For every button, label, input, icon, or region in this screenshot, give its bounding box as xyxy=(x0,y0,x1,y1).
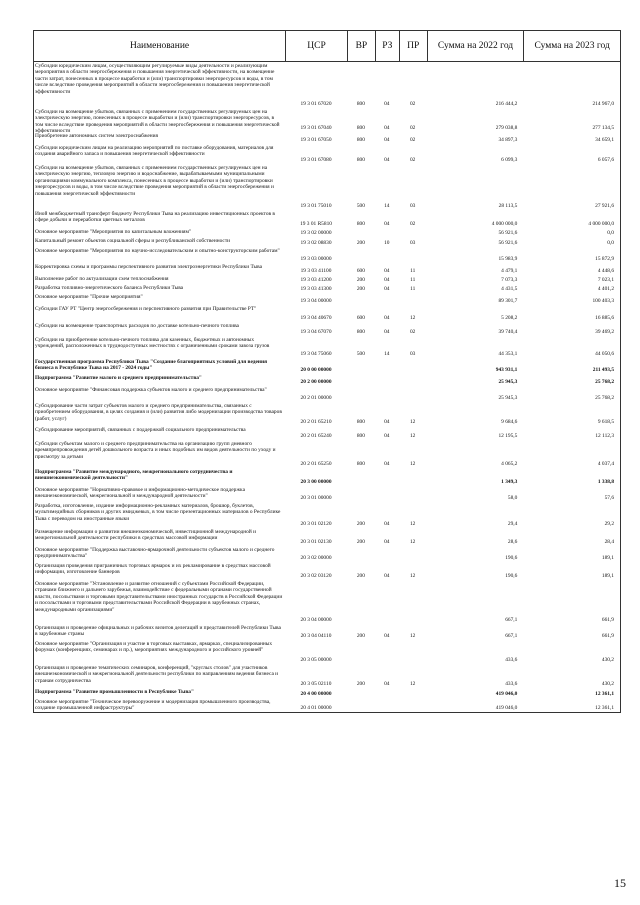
row-name: Подпрограмма "Развитие промышленности в Республике Тыва" xyxy=(35,689,194,695)
row-pr: 11 xyxy=(410,285,416,292)
row-sum-2023: 430,2 xyxy=(601,680,615,687)
row-pr: 02 xyxy=(409,136,416,143)
row-pr: 02 xyxy=(409,156,416,163)
row-pr: 02 xyxy=(409,220,416,227)
table-row xyxy=(33,440,621,468)
row-sum-2023: 25 768,2 xyxy=(595,378,615,385)
row-name: Основное мероприятие "Техническое перевооружение и модернизация промышленного производства, создание промышленной инфраструктуры" xyxy=(35,699,271,712)
row-pr: 11 xyxy=(410,267,416,274)
row-name: Субсидии юридическим лицам, осуществляющим регулируемые виды деятельности и реализующим мероприятия в области энергосбережения и повышения энергетической эффективности, на возмещение части затрат, понесенных в процессе выработки и (или) транспортировки энергоресурсов и воды, в том числе вследствие проведения мероприятий в области энергосбережения и повышения энергетической эффективности xyxy=(35,63,275,95)
row-csr: 19 3 04 67070 xyxy=(300,328,332,335)
table-row xyxy=(33,132,621,144)
row-pr xyxy=(399,580,427,624)
row-sum-2023: 25 768,2 xyxy=(595,394,615,401)
header-name: Наименование xyxy=(129,40,190,51)
budget-table xyxy=(33,30,621,713)
table-row xyxy=(33,528,621,546)
row-csr: 20 3 00 00000 xyxy=(300,478,332,485)
row-rz: 04 xyxy=(384,680,390,687)
row-vr: 200 xyxy=(356,538,365,545)
row-pr xyxy=(399,247,427,263)
row-vr: 800 xyxy=(356,136,365,143)
row-name: Основное мероприятие "Мероприятия по научно-исследовательским и опытно-конструкторским работам" xyxy=(35,248,280,254)
row-pr xyxy=(399,228,427,237)
row-vr: 800 xyxy=(356,460,365,467)
table-row xyxy=(33,210,621,228)
row-sum-2022: 1 349,3 xyxy=(501,478,518,485)
row-csr: 20 3 01 02130 xyxy=(300,538,332,545)
row-sum-2023: 189,1 xyxy=(601,554,615,561)
row-sum-2022: 279 038,8 xyxy=(495,124,518,131)
row-pr: 12 xyxy=(409,314,416,321)
row-rz xyxy=(375,640,399,664)
row-sum-2022: 433,6 xyxy=(505,680,518,687)
row-sum-2022: 56 921,6 xyxy=(498,229,518,236)
row-sum-2022: 12 195,5 xyxy=(498,432,518,439)
header-vr: ВР xyxy=(347,31,375,61)
row-sum-2022: 419 046,0 xyxy=(495,704,518,711)
row-csr: 20 3 01 02120 xyxy=(300,520,332,527)
row-sum-2023: 4 037,4 xyxy=(597,460,615,467)
row-pr xyxy=(399,688,427,698)
row-rz: 04 xyxy=(384,220,390,227)
row-name: Основное мероприятие "Финансовая поддержка субъектов малого и среднего предпринимательства" xyxy=(35,387,267,393)
table-row xyxy=(33,486,621,502)
row-name: Разработка топливно-энергетического баланса Республики Тыва xyxy=(35,285,184,291)
table-row xyxy=(33,275,621,284)
header-rz: РЗ xyxy=(375,31,399,61)
row-csr: 19 3 03 41100 xyxy=(300,267,332,274)
row-vr: 800 xyxy=(356,418,365,425)
row-vr xyxy=(347,698,375,712)
table-row xyxy=(33,546,621,562)
row-vr xyxy=(347,546,375,562)
row-pr: 12 xyxy=(409,418,416,425)
row-name: Капитальный ремонт объектов социальной сферы и республиканской собственности xyxy=(35,238,231,244)
row-vr: 800 xyxy=(356,328,365,335)
table-row xyxy=(33,386,621,402)
row-pr: 12 xyxy=(409,538,416,545)
row-rz: 04 xyxy=(384,124,390,131)
row-csr: 20 2 00 00000 xyxy=(300,378,332,385)
row-vr: 800 xyxy=(356,220,365,227)
row-csr: 19 3 01 R5810 xyxy=(300,220,332,227)
row-rz: 04 xyxy=(384,328,390,335)
row-name: Субсидии на возмещение убытков, связанных с применением государственных регулируемых цен на электрическую энергию, понесенных в процессе выработки и (или) транспортировки энергоресурсов, в том числе вследствие проведения мероприятий в области энергосбережения и повышения энергетической эффективности xyxy=(35,109,280,135)
row-name: Основное мероприятие "Организация и участие в торговых выставках, ярмарках, специализированных форумах (конференциях, семинарах и пр.), мероприятиях международного и российского уровней" xyxy=(35,641,273,654)
row-pr: 02 xyxy=(409,328,416,335)
row-name: Разработка, изготовление, издание информационно-рекламных материалов, брошюр, буклетов, мультимедийных сборников и других имиджевых, в том числе презентационных материалов о Республике Тыва с переводом на иностранные языки xyxy=(35,503,281,522)
row-sum-2023: 57,6 xyxy=(604,494,615,501)
row-vr: 600 xyxy=(356,267,365,274)
row-sum-2023: 4 000 000,0 xyxy=(588,220,615,227)
row-csr: 19 3 02 00000 xyxy=(300,229,332,236)
row-sum-2022: 28,6 xyxy=(507,538,518,545)
row-sum-2022: 7 073,3 xyxy=(501,276,518,283)
row-csr: 19 3 04 40670 xyxy=(300,314,332,321)
row-vr: 800 xyxy=(356,156,365,163)
row-csr: 19 3 01 67080 xyxy=(300,156,332,163)
row-name: Иной межбюджетный трансферт бюджету Республики Тыва на реализацию инвестиционных проектов в сфере добычи и переработки цветных металлов xyxy=(35,211,275,224)
row-name: Субсидии на возмещение убытков, связанных с применением государственных регулируемых цен на электрическую энергию, тепловую энергию и водоснабжение, вырабатываемыми муниципальными организациями коммунального комплекса, понесенных в процессе выработки и (или) транспортировки энергоресурсов и воды, в том числе вследствие проведения мероприятий в области энергосбережения и повышения энергетической эффективности xyxy=(35,165,274,197)
row-vr: 200 xyxy=(356,680,365,687)
row-vr xyxy=(347,580,375,624)
row-pr xyxy=(399,386,427,402)
row-sum-2022: 419 046,0 xyxy=(495,690,518,697)
row-sum-2023: 277 134,5 xyxy=(592,124,615,131)
row-pr xyxy=(399,358,427,374)
row-csr: 20 3 04 00000 xyxy=(300,616,332,623)
row-sum-2023: 15 872,9 xyxy=(595,255,615,262)
row-sum-2023: 661,9 xyxy=(601,632,615,639)
row-pr xyxy=(399,698,427,712)
row-csr: 20 3 05 00000 xyxy=(300,656,332,663)
table-row xyxy=(33,322,621,336)
row-csr: 19 3 04 00000 xyxy=(300,297,332,304)
row-csr: 20 2 01 65250 xyxy=(300,460,332,467)
row-sum-2023: 0,0 xyxy=(607,239,615,246)
row-pr: 02 xyxy=(409,100,416,107)
row-rz xyxy=(375,358,399,374)
row-rz: 04 xyxy=(384,314,390,321)
row-vr: 500 xyxy=(356,350,365,357)
row-csr: 20 2 01 00000 xyxy=(300,394,332,401)
row-pr: 03 xyxy=(409,239,416,246)
row-sum-2023: 12 361,1 xyxy=(595,690,615,697)
row-sum-2022: 216 444,2 xyxy=(495,100,518,107)
row-pr: 12 xyxy=(409,520,416,527)
row-csr: 19 3 03 41300 xyxy=(300,285,332,292)
table-row xyxy=(33,358,621,374)
row-name: Размещение информации о развитии внешнеэкономической, инвестиционной международной и межрегиональной деятельности республики в средствах массовой информации xyxy=(35,529,256,542)
header-sum-2023: Сумма на 2023 год xyxy=(523,31,620,61)
row-sum-2022: 89 301,7 xyxy=(498,297,518,304)
row-name: Субсидии на приобретение котельно-печного топлива для казенных, бюджетных и автономных учреждений, расположенных в труднодоступных местностях с ограниченными сроками завоза грузов xyxy=(35,337,270,350)
row-name: Субсидии ГАУ РТ "Центр энергосбережения и перспективного развития при Правительстве РТ" xyxy=(35,306,257,312)
row-sum-2022: 58,0 xyxy=(507,494,518,501)
table-body xyxy=(33,62,621,712)
row-vr xyxy=(347,640,375,664)
row-sum-2023: 44 050,6 xyxy=(595,350,615,357)
table-row xyxy=(33,664,621,688)
row-rz: 04 xyxy=(384,285,390,292)
row-rz xyxy=(375,688,399,698)
row-rz xyxy=(375,293,399,305)
row-rz xyxy=(375,486,399,502)
row-rz: 04 xyxy=(384,276,390,283)
row-rz: 14 xyxy=(384,350,390,357)
row-rz xyxy=(375,386,399,402)
row-name: Субсидии юридическим лицам на реализацию мероприятий по поставке оборудования, материалов для создания аварийного запаса и повышения энергетической эффективности xyxy=(35,145,274,158)
row-name: Основное мероприятие "Нормативно-правовое и информационно-методическое поддержка внешнеэкономической, межрегиональной и международной деятельности" xyxy=(35,487,245,500)
row-vr xyxy=(347,688,375,698)
table-row xyxy=(33,468,621,486)
table-row xyxy=(33,580,621,624)
table-row xyxy=(33,228,621,237)
row-sum-2022: 28 113,5 xyxy=(498,202,518,209)
row-rz: 04 xyxy=(384,538,390,545)
row-sum-2023: 39 469,2 xyxy=(595,328,615,335)
row-pr: 02 xyxy=(409,124,416,131)
table-row xyxy=(33,284,621,293)
row-pr xyxy=(399,640,427,664)
row-sum-2023: 214 967,0 xyxy=(592,100,615,107)
row-pr: 12 xyxy=(409,460,416,467)
row-vr: 600 xyxy=(356,314,365,321)
row-vr xyxy=(347,358,375,374)
row-name: Приобретение автономных систем электроснабжения xyxy=(35,133,159,139)
row-sum-2022: 15 983,9 xyxy=(498,255,518,262)
row-sum-2022: 5 208,2 xyxy=(501,314,518,321)
row-vr xyxy=(347,486,375,502)
row-rz: 04 xyxy=(384,267,390,274)
row-vr: 200 xyxy=(356,520,365,527)
row-rz xyxy=(375,698,399,712)
row-rz: 04 xyxy=(384,418,390,425)
row-rz: 04 xyxy=(384,572,390,579)
row-vr xyxy=(347,247,375,263)
row-name: Государственная программа Республики Тыва "Создание благоприятных условий для ведения бизнеса в Республике Тыва на 2017 - 2024 годы" xyxy=(35,359,268,372)
row-sum-2022: 190,6 xyxy=(505,554,518,561)
row-rz xyxy=(375,228,399,237)
row-vr xyxy=(347,228,375,237)
row-csr: 19 3 02 08830 xyxy=(300,239,332,246)
row-rz: 04 xyxy=(384,156,390,163)
row-name: Основное мероприятие "Мероприятия по капитальным вложениям" xyxy=(35,229,192,235)
row-csr: 19 3 01 67040 xyxy=(300,124,332,131)
row-pr: 03 xyxy=(409,350,416,357)
row-vr: 200 xyxy=(356,239,365,246)
row-rz xyxy=(375,374,399,386)
table-row xyxy=(33,108,621,135)
row-sum-2022: 4 065,2 xyxy=(501,460,518,467)
row-sum-2023: 6 057,6 xyxy=(597,156,615,163)
row-sum-2022: 667,1 xyxy=(505,616,518,623)
row-name: Субсидирование части затрат субъектов малого и среднего предпринимательства, связанных с приобретением оборудования, в целях создания и (или) развития либо модернизации производства товаров (работ, услуг) xyxy=(35,403,282,422)
row-csr: 19 3 04 75060 xyxy=(300,350,332,357)
row-rz: 04 xyxy=(384,460,390,467)
row-pr: 12 xyxy=(409,632,416,639)
row-sum-2023: 12 112,3 xyxy=(595,432,615,439)
header-pr: ПР xyxy=(399,31,427,61)
row-sum-2023: 27 921,6 xyxy=(595,202,615,209)
row-rz xyxy=(375,247,399,263)
table-row xyxy=(33,237,621,247)
page-number: 15 xyxy=(614,876,626,890)
row-name: Организация и проведение официальных и рабочих визитов делегаций и представителей Республики Тыва в зарубежные страны xyxy=(35,625,281,638)
row-sum-2023: 7 023,1 xyxy=(597,276,615,283)
row-rz xyxy=(375,546,399,562)
row-name: Подпрограмма "Развитие международного, межрегионального сотрудничества и внешнеэкономической деятельности" xyxy=(35,469,233,482)
row-vr xyxy=(347,386,375,402)
row-sum-2023: 100 403,3 xyxy=(592,297,615,304)
table-row xyxy=(33,624,621,640)
row-sum-2023: 34 659,1 xyxy=(595,136,615,143)
table-row xyxy=(33,62,621,108)
row-vr: 800 xyxy=(356,124,365,131)
row-pr: 11 xyxy=(410,276,416,283)
row-csr: 20 4 00 00000 xyxy=(300,690,332,697)
row-vr xyxy=(347,468,375,486)
header-csr: ЦСР xyxy=(285,31,347,61)
table-row xyxy=(33,502,621,528)
table-row xyxy=(33,144,621,164)
row-sum-2022: 943 931,1 xyxy=(495,366,518,373)
row-name: Организация проведения приграничных торговых ярмарок и их рекламирование в средствах массовой информации, изготовление баннеров xyxy=(35,563,271,576)
row-name: Субсидии на возмещение транспортных расходов по доставке котельно-печного топлива xyxy=(35,323,239,329)
row-name: Основное мероприятие "Прочие мероприятия" xyxy=(35,294,143,300)
row-pr: 12 xyxy=(409,572,416,579)
row-csr: 19 3 03 00000 xyxy=(300,255,332,262)
row-csr: 19 3 01 67050 xyxy=(300,136,332,143)
row-rz xyxy=(375,468,399,486)
table-row xyxy=(33,293,621,305)
row-pr xyxy=(399,546,427,562)
row-rz: 04 xyxy=(384,100,390,107)
row-pr xyxy=(399,468,427,486)
row-sum-2022: 25 945,3 xyxy=(498,394,518,401)
row-sum-2023: 661,9 xyxy=(601,616,615,623)
row-sum-2022: 4 431,5 xyxy=(501,285,518,292)
row-sum-2022: 4 000 000,0 xyxy=(491,220,518,227)
table-row xyxy=(33,688,621,698)
row-vr: 200 xyxy=(356,276,365,283)
row-name: Организация и проведение тематических семинаров, конференций, "круглых столов" для участников внешнеэкономической и межрегиональной деятельности республики по направлениям ведения бизнеса и странам сотрудничества xyxy=(35,665,279,684)
row-sum-2023: 211 493,5 xyxy=(592,366,615,373)
row-csr: 20 2 01 65240 xyxy=(300,432,332,439)
table-row xyxy=(33,698,621,712)
row-name: Основное мероприятие "Поддержка выставочно-ярмарочной деятельности субъектов малого и среднего предпринимательства" xyxy=(35,547,275,560)
row-rz: 04 xyxy=(384,520,390,527)
row-vr xyxy=(347,293,375,305)
row-csr: 19 3 03 41200 xyxy=(300,276,332,283)
table-bottom-border xyxy=(33,712,621,713)
row-csr: 20 3 02 03120 xyxy=(300,572,332,579)
row-sum-2023: 189,1 xyxy=(601,572,615,579)
table-row xyxy=(33,247,621,263)
table-row xyxy=(33,562,621,580)
row-pr: 12 xyxy=(409,680,416,687)
table-row xyxy=(33,164,621,210)
row-rz: 10 xyxy=(384,239,390,246)
row-csr: 20 3 02 00000 xyxy=(300,554,332,561)
row-sum-2023: 4 401,2 xyxy=(597,285,615,292)
row-rz: 04 xyxy=(384,632,390,639)
row-pr: 03 xyxy=(409,202,416,209)
row-name: Основное мероприятие "Установление и развитие отношений с субъектами Российской Федерации, странами ближнего и дальнего зарубежья, взаимодействие с федеральными органами государственной власти, посольствами и торговыми представительствами иностранных государств в Российской Федерации и посольствами и торговыми представительствами Российской Федерации в зарубежных странах, международными организациями" xyxy=(35,581,283,613)
row-sum-2022: 667,1 xyxy=(505,632,518,639)
row-rz xyxy=(375,580,399,624)
row-csr: 20 2 01 65210 xyxy=(300,418,332,425)
row-sum-2023: 1 338,8 xyxy=(597,478,615,485)
row-sum-2023: 28,4 xyxy=(604,538,615,545)
row-rz: 04 xyxy=(384,432,390,439)
row-name: Субсидии субъектам малого и среднего предпринимательства на организацию групп дневного времяпрепровождения детей дошкольного возраста и иных подобных им видов деятельности по уходу и присмотру за детьми xyxy=(35,441,276,460)
row-csr: 20 3 01 00000 xyxy=(300,494,332,501)
table-row xyxy=(33,263,621,275)
row-vr: 200 xyxy=(356,285,365,292)
row-csr: 19 3 01 75010 xyxy=(300,202,332,209)
row-csr: 20 3 05 02110 xyxy=(300,680,332,687)
row-pr: 12 xyxy=(409,432,416,439)
table-row xyxy=(33,426,621,440)
row-csr: 20 3 04 04110 xyxy=(300,632,332,639)
table-header xyxy=(33,30,621,62)
table-row xyxy=(33,305,621,322)
row-pr xyxy=(399,293,427,305)
row-vr: 200 xyxy=(356,572,365,579)
row-sum-2023: 430,2 xyxy=(601,656,615,663)
row-sum-2022: 44 353,1 xyxy=(498,350,518,357)
row-vr: 500 xyxy=(356,202,365,209)
row-sum-2022: 34 897,3 xyxy=(498,136,518,143)
row-name: Субсидирование мероприятий, связанных с поддержкой социального предпринимательства xyxy=(35,427,246,433)
table-row xyxy=(33,374,621,386)
row-sum-2022: 6 099,3 xyxy=(501,156,518,163)
row-sum-2023: 29,2 xyxy=(604,520,615,527)
row-sum-2023: 12 361,1 xyxy=(595,704,615,711)
row-name: Подпрограмма "Развитие малого и среднего предпринимательства" xyxy=(35,375,202,381)
row-name: Выполнение работ по актуализации схем теплоснабжения xyxy=(35,276,169,282)
row-sum-2023: 0,0 xyxy=(607,229,615,236)
table-row xyxy=(33,640,621,664)
table-row xyxy=(33,336,621,358)
row-pr xyxy=(399,486,427,502)
row-csr: 20 4 01 00000 xyxy=(300,704,332,711)
row-rz: 14 xyxy=(384,202,390,209)
row-vr: 200 xyxy=(356,632,365,639)
row-sum-2022: 190,6 xyxy=(505,572,518,579)
row-sum-2023: 4 448,6 xyxy=(597,267,615,274)
row-sum-2022: 433,6 xyxy=(505,656,518,663)
table-row xyxy=(33,402,621,426)
row-sum-2022: 9 684,6 xyxy=(501,418,518,425)
row-vr: 800 xyxy=(356,432,365,439)
row-sum-2022: 56 921,6 xyxy=(498,239,518,246)
row-vr: 800 xyxy=(356,100,365,107)
row-sum-2022: 39 740,4 xyxy=(498,328,518,335)
row-sum-2022: 4 479,1 xyxy=(501,267,518,274)
header-sum-2022: Сумма на 2022 год xyxy=(427,31,524,61)
row-sum-2023: 16 885,6 xyxy=(595,314,615,321)
row-sum-2023: 9 618,5 xyxy=(597,418,615,425)
row-vr xyxy=(347,374,375,386)
row-csr: 20 0 00 00000 xyxy=(300,366,332,373)
row-rz: 04 xyxy=(384,136,390,143)
row-sum-2022: 29,4 xyxy=(507,520,518,527)
row-name: Корректировка схемы и программы перспективного развития электроэнергетики Республики Тыва xyxy=(35,264,262,270)
row-csr: 19 3 01 67020 xyxy=(300,100,332,107)
row-sum-2022: 25 945,3 xyxy=(498,378,518,385)
row-pr xyxy=(399,374,427,386)
